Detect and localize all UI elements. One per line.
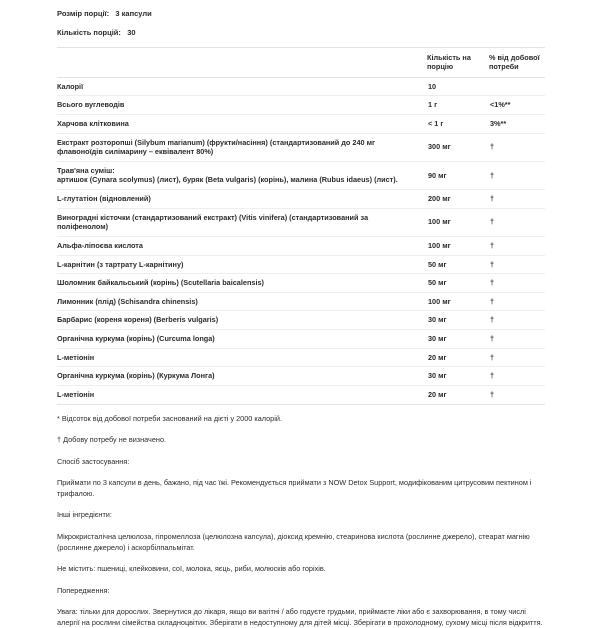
row-daily-value: † bbox=[489, 330, 545, 349]
table-row bbox=[57, 133, 545, 161]
row-daily-value: <1%** bbox=[489, 96, 545, 115]
row-daily-value: † bbox=[489, 190, 545, 209]
row-amount-per-serving: 300 мг bbox=[427, 133, 489, 161]
servings-per-container-line bbox=[57, 28, 545, 37]
row-nutrient-name: Барбарис (кореня кореня) (Berberis vulgaris) bbox=[57, 311, 427, 330]
row-amount-per-serving: < 1 г bbox=[427, 114, 489, 133]
column-header-daily-value: % від добової потреби bbox=[489, 48, 545, 78]
row-nutrient-name: Альфа-ліпоєва кислота bbox=[57, 236, 427, 255]
row-nutrient-name bbox=[57, 161, 427, 189]
serving-size-value: 3 капсули bbox=[115, 9, 152, 18]
table-row bbox=[57, 311, 545, 330]
other-ingredients-heading: Інші інгредієнти: bbox=[57, 510, 112, 520]
other-ingredients-text: Мікрокристалічна целюлоза, гіпромеллоза (целюлозна капсула), діоксид кремнію, стеаринова кислота (рослинне джерело), стеарат магнію (рослинне джерело) і аскорбілпальмітат. bbox=[57, 532, 530, 552]
footnote-daily-value-not-established: † Добову потребу не визначено. bbox=[57, 435, 167, 445]
table-row bbox=[57, 208, 545, 236]
row-daily-value: 3%** bbox=[489, 114, 545, 133]
warning-heading: Попередження: bbox=[57, 585, 110, 595]
row-daily-value: † bbox=[489, 385, 545, 404]
row-amount-per-serving: 50 мг bbox=[427, 255, 489, 274]
row-nutrient-name: Всього вуглеводів bbox=[57, 96, 427, 115]
row-amount-per-serving: 30 мг bbox=[427, 367, 489, 386]
row-nutrient-name: L-карнітин (з тартрату L-карнітину) bbox=[57, 255, 427, 274]
row-daily-value: † bbox=[489, 311, 545, 330]
row-daily-value: † bbox=[489, 236, 545, 255]
table-row bbox=[57, 161, 545, 189]
column-header-amount-per-serving: Кількість на порцію bbox=[427, 48, 489, 78]
row-nutrient-name: Органічна куркума (корінь) (Куркума Лонга) bbox=[57, 367, 427, 386]
row-amount-per-serving: 30 мг bbox=[427, 311, 489, 330]
row-amount-per-serving: 100 мг bbox=[427, 236, 489, 255]
row-daily-value: † bbox=[489, 208, 545, 236]
row-daily-value: † bbox=[489, 133, 545, 161]
notes-section bbox=[57, 414, 545, 628]
row-daily-value: † bbox=[489, 274, 545, 293]
blend-title: Трав'яна суміш: bbox=[57, 165, 115, 175]
row-nutrient-name: L-метіонін bbox=[57, 385, 427, 404]
column-header-nutrient bbox=[57, 48, 427, 78]
directions-heading: Спосіб застосування: bbox=[57, 456, 130, 466]
row-nutrient-name: Калорії bbox=[57, 77, 427, 96]
row-daily-value: † bbox=[489, 292, 545, 311]
row-nutrient-name: Шоломник байкальський (корінь) (Scutellaria baicalensis) bbox=[57, 274, 427, 293]
row-amount-per-serving: 1 г bbox=[427, 96, 489, 115]
table-row bbox=[57, 348, 545, 367]
row-daily-value: † bbox=[489, 161, 545, 189]
footnote-percent-daily-value: * Відсоток від добової потреби заснований на дієті у 2000 калорій. bbox=[57, 413, 282, 423]
table-row bbox=[57, 236, 545, 255]
row-amount-per-serving: 30 мг bbox=[427, 330, 489, 349]
table-row bbox=[57, 114, 545, 133]
servings-per-container-label: Кількість порцій: bbox=[57, 28, 121, 37]
row-amount-per-serving: 20 мг bbox=[427, 385, 489, 404]
table-row bbox=[57, 190, 545, 209]
row-nutrient-name: L-глутатіон (відновлений) bbox=[57, 190, 427, 209]
row-nutrient-name: Харчова клітковина bbox=[57, 114, 427, 133]
row-amount-per-serving: 90 мг bbox=[427, 161, 489, 189]
row-amount-per-serving: 200 мг bbox=[427, 190, 489, 209]
row-amount-per-serving: 50 мг bbox=[427, 274, 489, 293]
table-row bbox=[57, 330, 545, 349]
table-row bbox=[57, 274, 545, 293]
table-header-row bbox=[57, 48, 545, 78]
table-header bbox=[57, 48, 545, 78]
warning-text: Увага: тільки для дорослих. Звернутися до лікаря, якщо ви вагітні / або годуєте грудьми, приймаєте ліки або є захворювання, в тому числі алергії на рослини сімейства складноцвітих. Зберігати в недоступному для дітей місці. Зберігати в прохолодному, сухому місці після відкриття. bbox=[57, 607, 543, 627]
row-amount-per-serving: 100 мг bbox=[427, 292, 489, 311]
row-amount-per-serving: 10 bbox=[427, 77, 489, 96]
row-daily-value: † bbox=[489, 255, 545, 274]
servings-per-container-value: 30 bbox=[127, 28, 136, 37]
row-nutrient-name: Виноградні кісточки (стандартизований екстракт) (Vitis vinifera) (стандартизований за поліфенолом) bbox=[57, 208, 427, 236]
table-row bbox=[57, 292, 545, 311]
serving-info bbox=[57, 6, 545, 37]
row-nutrient-name: Органічна куркума (корінь) (Curcuma longa) bbox=[57, 330, 427, 349]
serving-size-label: Розмір порції: bbox=[57, 9, 110, 18]
directions-text: Приймати по 3 капсули в день, бажано, під час їжі. Рекомендується приймати з NOW Detox Support, модифікованим цитрусовим пектином і трифалою. bbox=[57, 478, 532, 498]
table-row bbox=[57, 385, 545, 404]
table-row bbox=[57, 96, 545, 115]
table-row bbox=[57, 255, 545, 274]
row-amount-per-serving: 20 мг bbox=[427, 348, 489, 367]
row-nutrient-name: L-метіонін bbox=[57, 348, 427, 367]
table-row bbox=[57, 77, 545, 96]
serving-size-line bbox=[57, 9, 545, 18]
blend-ingredients: артишок (Cynara scolymus) (лист), буряк (Beta vulgaris) (корінь), малина (Rubus idaeus) (лист). bbox=[57, 175, 398, 185]
row-nutrient-name: Лимонник (плід) (Schisandra chinensis) bbox=[57, 292, 427, 311]
table-body bbox=[57, 77, 545, 404]
row-daily-value: † bbox=[489, 348, 545, 367]
table-row bbox=[57, 367, 545, 386]
allergen-statement: Не містить: пшениці, клейковини, сої, молока, яєць, риби, молюсків або горіхів. bbox=[57, 564, 326, 574]
row-daily-value: † bbox=[489, 367, 545, 386]
supplement-facts-table bbox=[57, 47, 545, 405]
row-nutrient-name: Екстракт розторопші (Silybum marianum) (фрукти/насіння) (стандартизований до 240 мг флавоноїдів силімарину – еквівалент 80%) bbox=[57, 133, 427, 161]
row-daily-value bbox=[489, 77, 545, 96]
row-amount-per-serving: 100 мг bbox=[427, 208, 489, 236]
